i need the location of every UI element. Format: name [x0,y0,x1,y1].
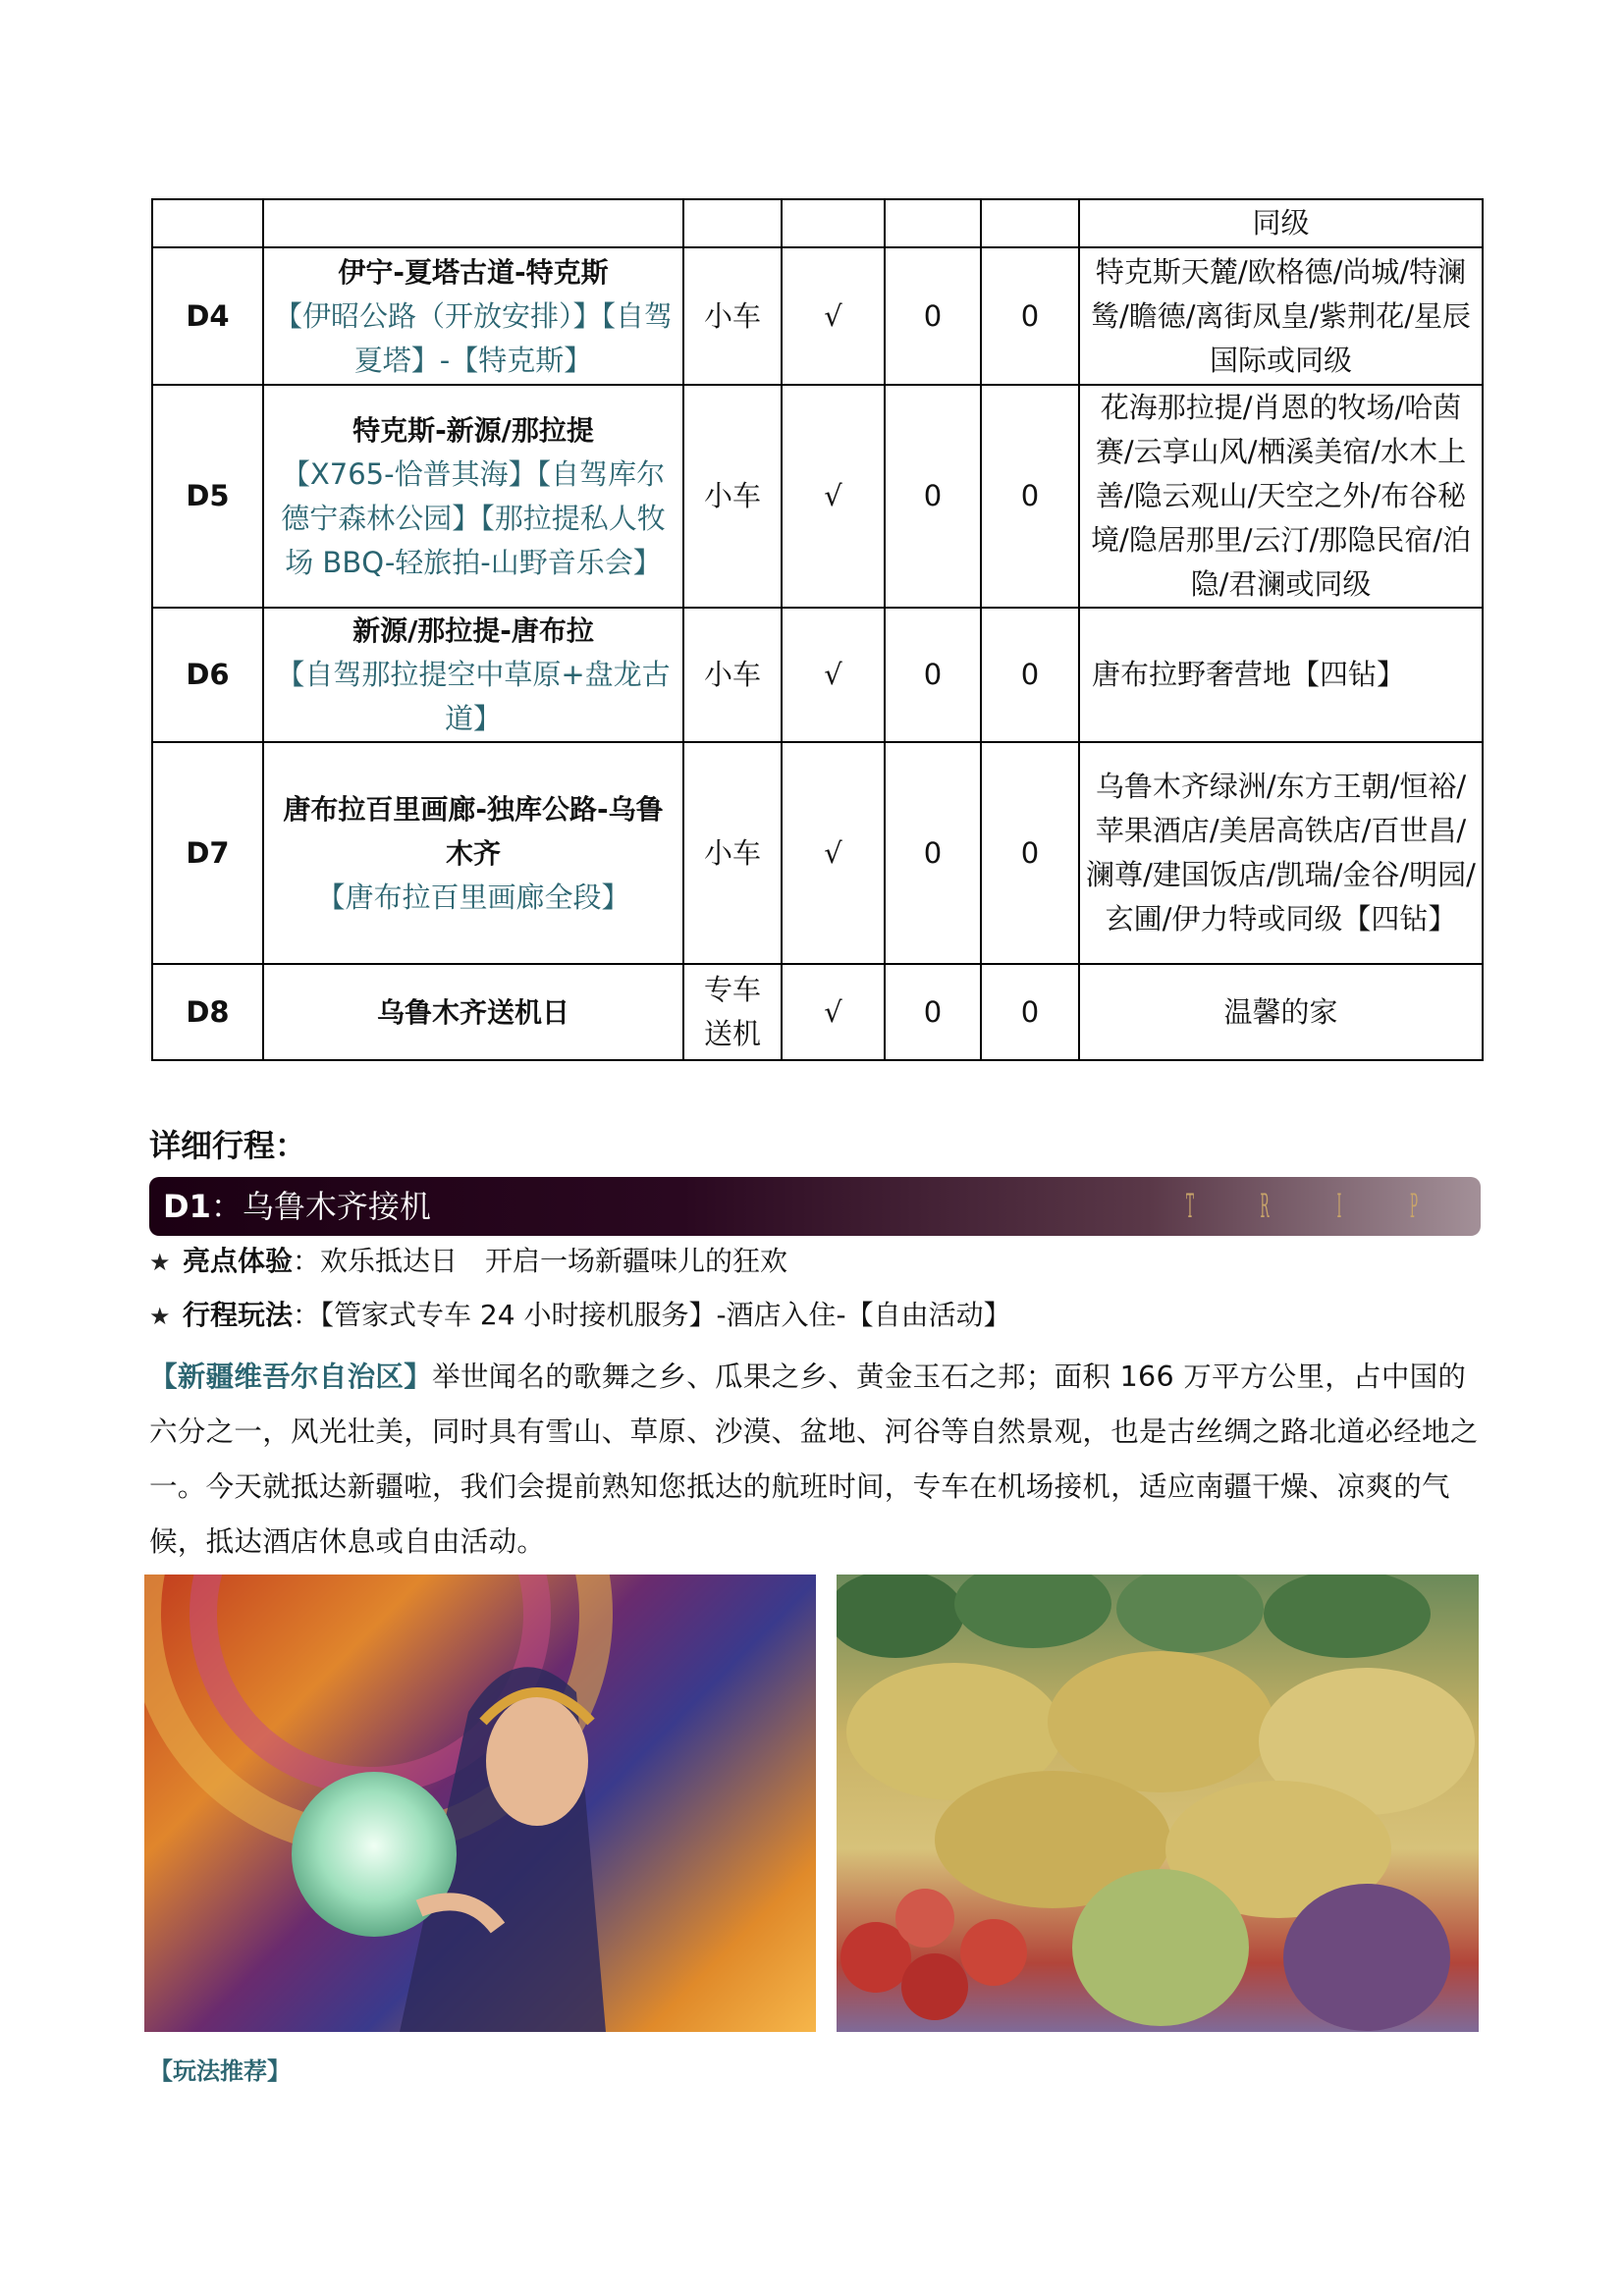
dinner-cell: 0 [981,247,1079,385]
route-cell [263,247,683,385]
day-banner [149,1177,1481,1236]
route-title: 乌鲁木齐送机日 [376,995,569,1029]
trip-decoration [1153,1187,1451,1226]
route-cell [263,964,683,1060]
play-label: 行程玩法 [183,1299,294,1331]
itinerary-table [151,198,1484,1061]
dinner-cell: 0 [981,385,1079,608]
hotel-cell: 特克斯天麓/欧格德/尚城/特澜鸶/瞻德/离街凤皇/紫荆花/星辰国际或同级 [1079,247,1483,385]
highlight-label: 亮点体验 [183,1245,294,1277]
table-row [152,199,1483,247]
banner-text [163,1177,431,1236]
lunch-cell: 0 [885,247,981,385]
photo-dancer [144,1575,816,2032]
transport-cell: 小车 [683,742,782,964]
route-title: 伊宁-夏塔古道-特克斯 [338,255,609,289]
breakfast-cell: √ [782,385,885,608]
trip-letter: T [1186,1187,1194,1226]
route-title: 新源/那拉提-唐布拉 [352,614,594,647]
day-cell: D6 [152,608,263,742]
banner-sep: ： [210,1188,243,1225]
hotel-cell: 乌鲁木齐绿洲/东方王朝/恒裕/苹果酒店/美居高铁店/百世昌/澜尊/建国饭店/凯瑞/金谷/明园/玄圃/伊力特或同级【四钻】 [1079,742,1483,964]
route-cell [263,608,683,742]
lunch-cell: 0 [885,385,981,608]
transport-cell: 小车 [683,247,782,385]
transport-cell: 小车 [683,385,782,608]
day-cell: D5 [152,385,263,608]
hotel-cell: 花海那拉提/肖恩的牧场/哈茵赛/云享山风/栖溪美宿/水木上善/隐云观山/天空之外/布谷秘境/隐居那里/云汀/那隐民宿/泊隐/君澜或同级 [1079,385,1483,608]
trip-letter: I [1336,1187,1342,1226]
play-text: ：【管家式专车 24 小时接机服务】-酒店入住-【自由活动】 [293,1299,1011,1331]
route-detail: 【唐布拉百里画廊全段】 [316,880,630,914]
dinner-cell: 0 [981,608,1079,742]
day-cell: D4 [152,247,263,385]
photo-melons [837,1575,1479,2032]
table-row [152,742,1483,964]
star-icon: ★ [149,1303,171,1330]
route-detail: 【伊昭公路（开放安排）】【自驾夏塔】-【特克斯】 [273,298,673,377]
route-detail: 【X765-恰普其海】【自驾库尔德宁森林公园】【那拉提私人牧场 BBQ-轻旅拍-山野音乐会】 [281,456,666,579]
route-cell [263,742,683,964]
breakfast-cell: √ [782,742,885,964]
lunch-cell: 0 [885,964,981,1060]
route-detail: 【自驾那拉提空中草原+盘龙古道】 [276,658,671,735]
banner-day: D1 [163,1188,211,1225]
hotel-cell: 唐布拉野奢营地【四钻】 [1079,608,1483,742]
breakfast-cell: √ [782,964,885,1060]
table-row [152,385,1483,608]
banner-title: 乌鲁木齐接机 [242,1188,431,1225]
breakfast-cell: √ [782,608,885,742]
photo-melons-art [837,1575,1479,2032]
breakfast-cell: √ [782,247,885,385]
trip-letter: R [1260,1187,1270,1226]
highlight-text: ：欢乐抵达日 开启一场新疆味儿的狂欢 [293,1245,788,1277]
transport-cell: 专车送机 [683,964,782,1060]
day-cell: D8 [152,964,263,1060]
play-line [149,1296,1011,1336]
highlight-line [149,1242,787,1282]
section-title: 详细行程： [149,1127,307,1164]
hotel-cell: 温馨的家 [1079,964,1483,1060]
intro-highlight: 【新疆维吾尔自治区】 [149,1361,433,1393]
route-title: 唐布拉百里画廊-独库公路-乌鲁木齐 [283,792,664,870]
intro-text: 举世闻名的歌舞之乡、瓜果之乡、黄金玉石之邦；面积 166 万平方公里，占中国的六分之一，风光壮美，同时具有雪山、草原、沙漠、盆地、河谷等自然景观，也是古丝绸之路北道必经地之一。今天就抵达新疆啦，我们会提前熟知您抵达的航班时间，专车在机场接机，适应南疆干燥、凉爽的气候，抵达酒店休息或自由活动。 [149,1361,1479,1558]
dinner-cell: 0 [981,742,1079,964]
dinner-cell: 0 [981,964,1079,1060]
day-cell: D7 [152,742,263,964]
star-icon: ★ [149,1249,171,1276]
route-title: 特克斯-新源/那拉提 [352,413,594,447]
table-row [152,247,1483,385]
hotel-cell: 同级 [1079,199,1483,247]
photo-dancer-art [144,1575,816,2032]
table-row [152,608,1483,742]
route-cell [263,385,683,608]
caption: 【玩法推荐】 [149,2057,291,2085]
trip-letter: P [1409,1187,1419,1226]
table-row [152,964,1483,1060]
transport-cell: 小车 [683,608,782,742]
intro-paragraph [149,1350,1485,1570]
lunch-cell: 0 [885,608,981,742]
lunch-cell: 0 [885,742,981,964]
